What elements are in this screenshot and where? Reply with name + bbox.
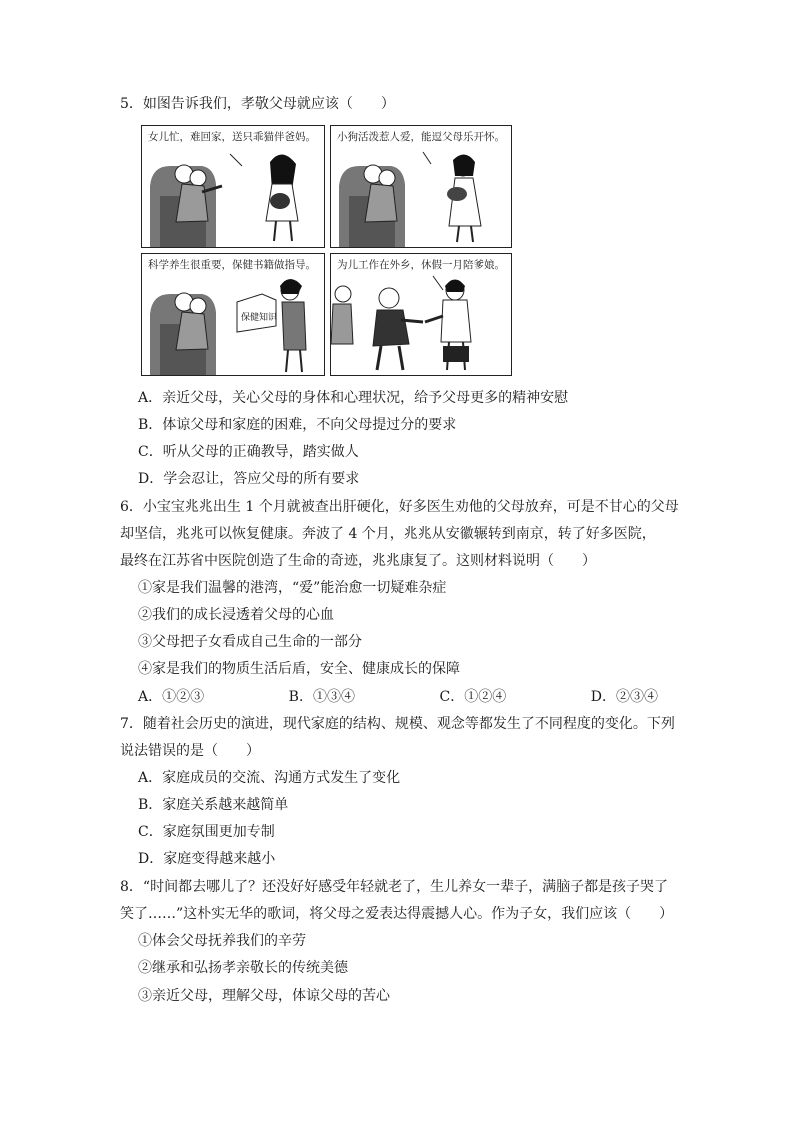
cartoon-panel-1	[141, 125, 325, 248]
q6-statement-4: ④家是我们的物质生活后盾，安全、健康成长的保障	[138, 661, 460, 677]
panel-4-caption: 为儿工作在外乡，休假一月陪爹娘。	[337, 259, 505, 271]
q6-options	[138, 687, 658, 707]
cartoon-panel-2	[330, 125, 512, 248]
q6-option-d[interactable]: D．②③④	[590, 689, 658, 705]
q8-stem-line-1: 8．“时间都去哪儿了？还没好好感受年轻就老了，生儿养女一辈子，满脑子都是孩子哭了	[120, 879, 669, 895]
q7-option-d[interactable]: D．家庭变得越来越小	[138, 851, 276, 867]
q5-stem: 5．如图告诉我们，孝敬父母就应该（ ）	[120, 96, 395, 112]
q6-statement-2: ②我们的成长浸透着父母的心血	[138, 607, 334, 623]
q5-option-b[interactable]: B．体谅父母和家庭的困难，不向父母提过分的要求	[138, 417, 457, 433]
panel-2-caption: 小狗活泼惹人爱，能逗父母乐开怀。	[337, 131, 505, 143]
q8-stem-line-2: 笑了……”这朴实无华的歌词，将父母之爱表达得震撼人心。作为子女，我们应该（ ）	[120, 906, 674, 922]
cartoon-panel-3	[141, 253, 325, 376]
q6-statement-1: ①家是我们温馨的港湾，“爱”能治愈一切疑难杂症	[138, 580, 447, 596]
q7-stem-line-2: 说法错误的是（ ）	[120, 743, 260, 759]
q7-option-b[interactable]: B．家庭关系越来越简单	[138, 797, 289, 813]
q8-statement-1: ①体会父母抚养我们的辛劳	[138, 933, 306, 949]
parents-with-book-drawing	[142, 254, 324, 375]
q5-option-c[interactable]: C．听从父母的正确教导，踏实做人	[138, 444, 359, 460]
q6-option-b[interactable]: B．①③④	[288, 689, 355, 705]
panel-3-caption: 科学养生很重要，保健书籍做指导。	[148, 259, 316, 271]
cartoon-panel-4	[330, 253, 512, 376]
q6-stem-line-2: 却坚信，兆兆可以恢复健康。奔波了 4 个月，兆兆从安徽辗转到南京，转了好多医院，	[120, 526, 656, 542]
q8-statement-3: ③亲近父母，理解父母，体谅父母的苦心	[138, 988, 390, 1004]
q5-option-d[interactable]: D．学会忍让，答应父母的所有要求	[138, 471, 360, 487]
q6-option-a[interactable]: A．①②③	[138, 689, 205, 705]
q7-stem-line-1: 7．随着社会历史的演进，现代家庭的结构、规模、观念等都发生了不同程度的变化。下列	[120, 716, 675, 732]
q6-stem-line-3: 最终在江苏省中医院创造了生命的奇迹，兆兆康复了。这则材料说明（ ）	[120, 553, 596, 569]
parents-with-cat-drawing	[142, 126, 324, 247]
q6-statement-3: ③父母把子女看成自己生命的一部分	[138, 634, 362, 650]
book-box-label: 保健知识	[241, 313, 278, 323]
parents-with-dog-drawing	[331, 126, 511, 247]
q5-option-a[interactable]: A．亲近父母，关心父母的身体和心理状况，给予父母更多的精神安慰	[138, 390, 569, 406]
q7-option-a[interactable]: A．家庭成员的交流、沟通方式发生了变化	[138, 770, 401, 786]
q8-statement-2: ②继承和弘扬孝亲敬长的传统美德	[138, 960, 348, 976]
q6-option-c[interactable]: C．①②④	[439, 689, 507, 705]
q7-option-c[interactable]: C．家庭氛围更加专制	[138, 824, 275, 840]
panel-1-caption: 女儿忙，难回家，送只乖猫伴爸妈。	[148, 131, 316, 143]
q6-stem-line-1: 6．小宝宝兆兆出生 1 个月就被查出肝硬化，好多医生劝他的父母放弃，可是不甘心的父母	[120, 499, 679, 515]
son-greeting-father-drawing	[331, 254, 511, 375]
